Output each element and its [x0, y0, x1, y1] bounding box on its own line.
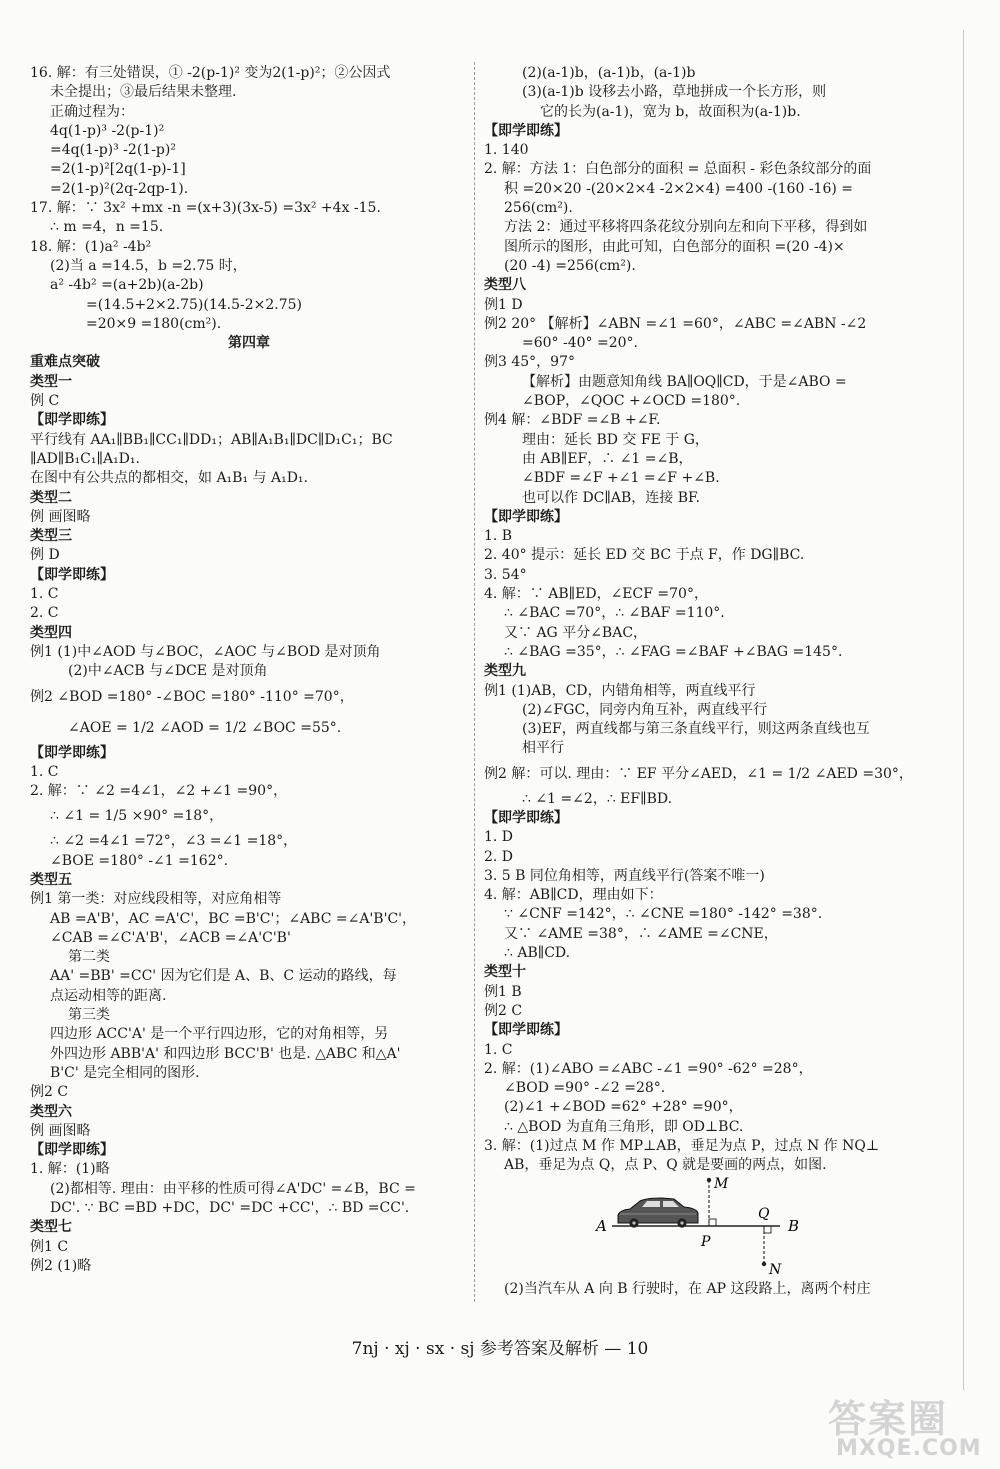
text-line: =2(1-p)²[2q(1-p)-1] — [50, 161, 186, 178]
text-line: ∠CAB =∠C'A'B'，∠ACB =∠A'C'B' — [50, 929, 291, 946]
text-line: 理由：延长 BD 交 FE 于 G， — [522, 431, 709, 448]
text-line: ∥AD∥B₁C₁∥A₁D₁. — [30, 450, 140, 467]
column-divider — [474, 62, 475, 1302]
text-line: 图所示的图形，由此可知，白色部分的面积 =(20 -4)× — [504, 238, 845, 255]
text-line: 例2 C — [484, 1002, 523, 1019]
text-line: (2)∠FGC，同旁内角互补，两直线平行 — [522, 701, 768, 718]
text-line: 2. 解：∵ ∠2 =4∠1，∠2 +∠1 =90°， — [30, 783, 288, 800]
text-line: 也可以作 DC∥AB，连接 BF. — [522, 489, 700, 506]
text-line: 类型五 — [30, 871, 72, 888]
text-line: 例2 20° 【解析】∠ABN =∠1 =60°，∠ABC =∠ABN -∠2 — [484, 315, 867, 332]
text-line: 类型八 — [484, 277, 526, 294]
text-line: 由 AB∥EF，∴ ∠1 =∠B， — [522, 450, 693, 467]
text-line: 又∵ ∠AME =38°，∴ ∠AME =∠CNE， — [504, 925, 778, 942]
text-line: DC'. ∵ BC =BD +DC，DC' =DC +CC'，∴ BD =CC'. — [50, 1200, 410, 1217]
text-line: 例2 (1)略 — [30, 1257, 92, 1274]
answer-tail-line: (2)当汽车从 A 向 B 行驶时，在 AP 这段路上，离两个村庄 — [504, 1280, 871, 1297]
text-line: 积 =20×20 -(20×2×4 -2×2×4) =400 -(160 -16) = — [504, 180, 854, 197]
text-line: 例2 解：可以. 理由：∵ EF 平分∠AED，∠1 = 1/2 ∠AED =30°， — [484, 765, 913, 782]
right-column — [484, 64, 924, 1299]
watermark-logo: 答案圈 — [828, 1397, 949, 1441]
label-B: B — [788, 1216, 800, 1235]
text-line: ∴ ∠2 =4∠1 =72°，∠3 =∠1 =18°， — [50, 833, 298, 850]
label-A: A — [596, 1216, 607, 1235]
text-line: 例1 B — [484, 983, 522, 1000]
text-line: 【即学即练】 — [30, 1142, 114, 1159]
page-footer: 7nj · xj · sx · sj 参考答案及解析 — 10 — [351, 1339, 649, 1359]
text-line: 17. 解：∵ 3x² +mx -n =(x+3)(3x-5) =3x² +4x -15. — [30, 200, 381, 217]
text-line: 例2 ∠BOD =180° -∠BOC =180° -110° =70°， — [30, 688, 354, 705]
label-N: N — [769, 1261, 782, 1278]
text-line: 外四边形 ABB'A' 和四边形 BCC'B' 也是. △ABC 和△A' — [50, 1045, 401, 1062]
car-icon — [618, 1198, 698, 1228]
text-line: 例1 第一类：对应线段相等，对应角相等 — [30, 891, 282, 908]
text-line: 第四章 — [228, 335, 270, 352]
text-line: 256(cm²). — [504, 200, 573, 217]
text-line: 正确过程为： — [50, 103, 134, 120]
text-line: 4. 解：AB∥CD，理由如下： — [484, 887, 663, 904]
text-line: 类型九 — [484, 663, 526, 680]
text-line: 1. C — [484, 1041, 513, 1058]
text-line: 2. 解：方法 1：白色部分的面积 = 总面积 - 彩色条纹部分的面 — [484, 161, 872, 178]
text-line: 类型三 — [30, 528, 72, 545]
text-line: AB =A'B'，AC =A'C'，BC =B'C'；∠ABC =∠A'B'C'， — [50, 910, 417, 927]
text-line: 平行线有 AA₁∥BB₁∥CC₁∥DD₁；AB∥A₁B₁∥DC∥D₁C₁；BC — [30, 431, 393, 448]
text-line: 2. 40° 提示：延长 ED 交 BC 于点 F，作 DG∥BC. — [484, 547, 805, 564]
text-line: ∴ ∠1 = 1/5 ×90° =18°， — [50, 808, 224, 825]
text-line: 【即学即练】 — [30, 566, 114, 583]
figure-svg — [484, 1176, 924, 1280]
text-line: (3)EF，两直线都与第三条直线平行，则这两条直线也互 — [522, 721, 870, 738]
text-line: 【即学即练】 — [30, 412, 114, 429]
text-line: 4. 解：∵ AB∥ED，∠ECF =70°， — [484, 586, 708, 603]
text-line: 第二类 — [68, 949, 110, 966]
text-line: 例 D — [30, 547, 60, 564]
label-Q: Q — [758, 1205, 770, 1222]
text-line: 【即学即练】 — [484, 122, 568, 139]
label-M: M — [714, 1175, 729, 1192]
text-line: =4q(1-p)³ -2(1-p)² — [50, 142, 176, 159]
text-line: ∴ m =4，n =15. — [50, 219, 164, 236]
right-lines — [484, 64, 924, 1176]
text-line: 点运动相等的距离. — [50, 987, 167, 1004]
text-line: =20×9 =180(cm²). — [86, 315, 222, 332]
text-line: 例 C — [30, 393, 60, 410]
text-line: ∴ ∠BAC =70°，∴ ∠BAF =110°. — [504, 605, 725, 622]
text-line: (2)中∠ACB 与∠DCE 是对顶角 — [68, 663, 268, 680]
text-line: 2. 解：(1)∠ABO =∠ABC -∠1 =90° -62° =28°， — [484, 1060, 813, 1077]
text-line: ∠BOP，∠QOC +∠OCD =180°. — [522, 393, 741, 410]
text-line: ∠AOE = 1/2 ∠AOD = 1/2 ∠BOC =55°. — [68, 719, 342, 736]
text-line: 重难点突破 — [30, 354, 100, 371]
text-line: (2)∠1 +∠BOD =62° +28° =90°， — [504, 1099, 743, 1116]
text-line: =60° -40° =20°. — [522, 335, 638, 352]
text-line: 在图中有公共点的都相交，如 A₁B₁ 与 A₁D₁. — [30, 470, 308, 487]
text-line: ∴ ∠1 =∠2，∴ EF∥BD. — [522, 790, 673, 807]
text-line: 【即学即练】 — [484, 809, 568, 826]
text-line: ∴ ∠BAG =35°，∴ ∠FAG =∠BAF +∠BAG =145°. — [504, 643, 843, 660]
text-line: 16. 解：有三处错误，① -2(p-1)² 变为2(1-p)²；②公因式 — [30, 65, 391, 81]
text-line: (3)(a-1)b 设移去小路，草地拼成一个长方形，则 — [522, 84, 827, 101]
text-line: B'C' 是完全相同的图形. — [50, 1064, 200, 1081]
text-line: 例1 D — [484, 296, 523, 313]
text-line: 例1 C — [30, 1238, 69, 1255]
text-line: ∴ △BOD 为直角三角形，即 OD⊥BC. — [504, 1118, 744, 1135]
text-line: 类型十 — [484, 964, 526, 981]
text-line: 1. 解：(1)略 — [30, 1161, 110, 1178]
text-line: ∠BOD =90° -∠2 =28°. — [504, 1080, 666, 1097]
text-line: 2. C — [30, 605, 59, 622]
text-line: 类型二 — [30, 489, 72, 506]
text-line: 类型一 — [30, 373, 72, 390]
text-line: 例 画图略 — [30, 508, 91, 525]
text-line: 四边形 ACC'A' 是一个平行四边形，它的对角相等，另 — [50, 1026, 389, 1043]
text-line: 3. 5 B 同位角相等，两直线平行(答案不唯一) — [484, 867, 765, 884]
text-line: 3. 54° — [484, 566, 527, 583]
text-line: 18. 解：(1)a² -4b² — [30, 238, 152, 255]
text-line: 1. D — [484, 829, 514, 846]
text-line: 例3 45°，97° — [484, 354, 575, 371]
label-P: P — [701, 1233, 711, 1250]
text-line: 【解析】由题意知角线 BA∥OQ∥CD，于是∠ABO = — [522, 373, 847, 390]
text-line: 类型七 — [30, 1219, 72, 1236]
text-line: 例1 (1)AB，CD，内错角相等，两直线平行 — [484, 682, 756, 699]
text-line: 类型四 — [30, 624, 72, 641]
text-line: 例2 C — [30, 1084, 69, 1101]
text-line: 未全提出；③最后结果未整理. — [50, 84, 237, 101]
text-line: (20 -4) =256(cm²). — [504, 257, 636, 274]
text-line: 1. C — [30, 763, 59, 780]
watermark-url: MXQE.COM — [836, 1436, 982, 1461]
text-line: 3. 解：(1)过点 M 作 MP⊥AB，垂足为点 P，过点 N 作 NQ⊥ — [484, 1138, 880, 1155]
text-line: 【即学即练】 — [484, 508, 568, 525]
text-line: ∵ ∠CNF =142°，∴ ∠CNE =180° -142° =38°. — [504, 906, 823, 923]
text-line: AB，垂足为点 Q，点 P、Q 就是要画的两点，如图. — [504, 1157, 827, 1174]
text-line: 【即学即练】 — [484, 1022, 568, 1039]
text-line: (2)当 a =14.5，b =2.75 时， — [50, 257, 247, 274]
text-line: =2(1-p)²(2q-2qp-1). — [50, 180, 189, 197]
text-line: 相平行 — [522, 740, 564, 757]
text-line: AA' =BB' =CC' 因为它们是 A、B、C 运动的路线，每 — [50, 968, 397, 985]
text-line: 例4 解：∠BDF =∠B +∠F. — [484, 412, 661, 429]
text-line: (2)都相等. 理由：由平移的性质可得∠A'DC' =∠B，BC = — [50, 1180, 416, 1197]
text-line: ∠BOE =180° -∠1 =162°. — [50, 852, 229, 869]
text-line: 方法 2：通过平移将四条花纹分别向左和向下平移，得到如 — [504, 219, 868, 236]
text-line: ∴ AB∥CD. — [504, 945, 571, 962]
text-line: 类型六 — [30, 1103, 72, 1120]
text-line: 1. C — [30, 586, 59, 603]
text-line: 例 画图略 — [30, 1122, 91, 1139]
text-line: 【即学即练】 — [30, 744, 114, 761]
text-line: 例1 (1)中∠AOD 与∠BOC，∠AOC 与∠BOD 是对顶角 — [30, 643, 381, 660]
text-line: ∠BDF =∠F +∠1 =∠F +∠B. — [522, 470, 720, 487]
text-line: 2. D — [484, 848, 514, 865]
left-column — [30, 64, 468, 1276]
text-line: 1. B — [484, 528, 513, 545]
text-line: 又∵ AG 平分∠BAC， — [504, 624, 648, 641]
text-line: =(14.5+2×2.75)(14.5-2×2.75) — [86, 296, 303, 313]
car-road-figure — [484, 1176, 924, 1280]
text-line: 4q(1-p)³ -2(p-1)² — [50, 122, 165, 139]
text-line: 1. 140 — [484, 142, 529, 159]
text-line: a² -4b² =(a+2b)(a-2b) — [50, 277, 204, 294]
text-line: (2)(a-1)b，(a-1)b，(a-1)b — [522, 65, 696, 81]
text-line: 第三类 — [68, 1007, 110, 1024]
text-line: 它的长为(a-1)，宽为 b，故面积为(a-1)b. — [540, 103, 801, 120]
page-edge-line — [963, 30, 964, 1390]
